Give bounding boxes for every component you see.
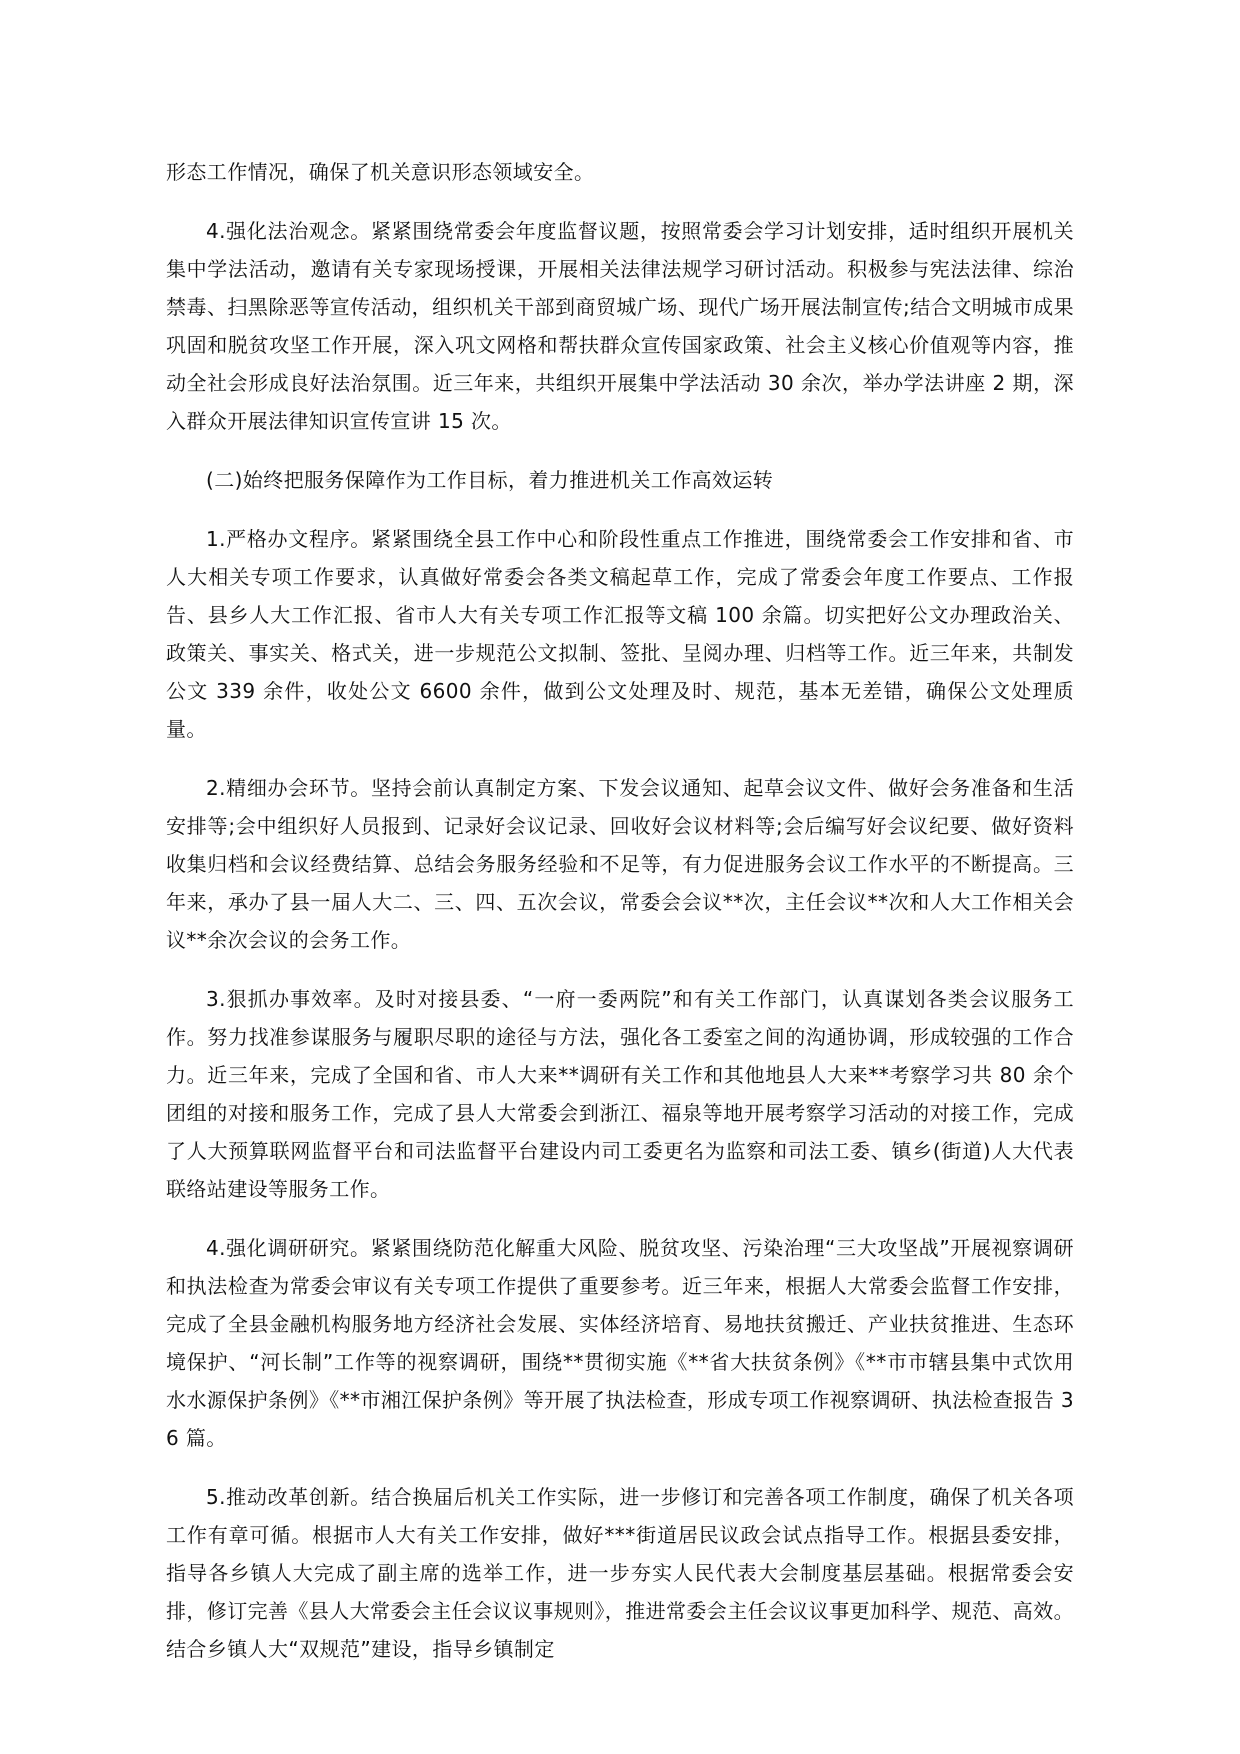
- section-heading-service: (二)始终把服务保障作为工作目标，着力推进机关工作高效运转: [206, 468, 774, 492]
- paragraph-meeting-management: 2.精细办会环节。坚持会前认真制定方案、下发会议通知、起草会议文件、做好会务准备和生活安排等;会中组织好人员报到、记录好会议记录、回收好会议材料等;会后编写好会议纪要、做好资料收集归档和会议经费结算、总结会务服务经验和不足等，有力促进服务会议工作水平的不断提高。三年来，承办了县一届人大二、三、四、五次会议，常委会会议**次，主任会议**次和人大工作相关会议**余次会议的会务工作。: [166, 776, 1074, 952]
- paragraph-rule-of-law: 4.强化法治观念。紧紧围绕常委会年度监督议题，按照常委会学习计划安排，适时组织开展机关集中学法活动，邀请有关专家现场授课，开展相关法律法规学习研讨活动。积极参与宪法法律、综治禁毒、扫黑除恶等宣传活动，组织机关干部到商贸城广场、现代广场开展法制宣传;结合文明城市成果巩固和脱贫攻坚工作开展，深入巩文网格和帮扶群众宣传国家政策、社会主义核心价值观等内容，推动全社会形成良好法治氛围。近三年来，共组织开展集中学法活动 30 余次，举办学法讲座 2 期，深入群众开展法律知识宣传宣讲 15 次。: [166, 219, 1074, 433]
- paragraph-continuation: 形态工作情况，确保了机关意识形态领域安全。: [166, 160, 595, 184]
- paragraph-work-efficiency: 3.狠抓办事效率。及时对接县委、“一府一委两院”和有关工作部门，认真谋划各类会议服务工作。努力找准参谋服务与履职尽职的途径与方法，强化各工委室之间的沟通协调，形成较强的工作合力。近三年来，完成了全国和省、市人大来**调研有关工作和其他地县人大来**考察学习共 80 余个团组的对接和服务工作，完成了县人大常委会到浙江、福泉等地开展考察学习活动的对接工作，完成了人大预算联网监督平台和司法监督平台建设内司工委更名为监察和司法工委、镇乡(街道)人大代表联络站建设等服务工作。: [166, 987, 1074, 1201]
- paragraph-document-procedure: 1.严格办文程序。紧紧围绕全县工作中心和阶段性重点工作推进，围绕常委会工作安排和省、市人大相关专项工作要求，认真做好常委会各类文稿起草工作，完成了常委会年度工作要点、工作报告、县乡人大工作汇报、省市人大有关专项工作汇报等文稿 100 余篇。切实把好公文办理政治关、政策关、事实关、格式关，进一步规范公文拟制、签批、呈阅办理、归档等工作。近三年来，共制发公文 339 余件，收处公文 6600 余件，做到公文处理及时、规范，基本无差错，确保公文处理质量。: [166, 527, 1074, 741]
- document-page: [166, 153, 1074, 1689]
- paragraph-research: 4.强化调研研究。紧紧围绕防范化解重大风险、脱贫攻坚、污染治理“三大攻坚战”开展视察调研和执法检查为常委会审议有关专项工作提供了重要参考。近三年来，根据人大常委会监督工作安排，完成了全县金融机构服务地方经济社会发展、实体经济培育、易地扶贫搬迁、产业扶贫推进、生态环境保护、“河长制”工作等的视察调研，围绕**贯彻实施《**省大扶贫条例》《**市市辖县集中式饮用水水源保护条例》《**市湘江保护条例》等开展了执法检查，形成专项工作视察调研、执法检查报告 36 篇。: [166, 1236, 1074, 1450]
- paragraph-reform-innovation: 5.推动改革创新。结合换届后机关工作实际，进一步修订和完善各项工作制度，确保了机关各项工作有章可循。根据市人大有关工作安排，做好***街道居民议政会试点指导工作。根据县委安排，指导各乡镇人大完成了副主席的选举工作，进一步夯实人民代表大会制度基层基础。根据常委会安排，修订完善《县人大常委会主任会议议事规则》，推进常委会主任会议议事更加科学、规范、高效。结合乡镇人大“双规范”建设，指导乡镇制定: [166, 1485, 1074, 1661]
